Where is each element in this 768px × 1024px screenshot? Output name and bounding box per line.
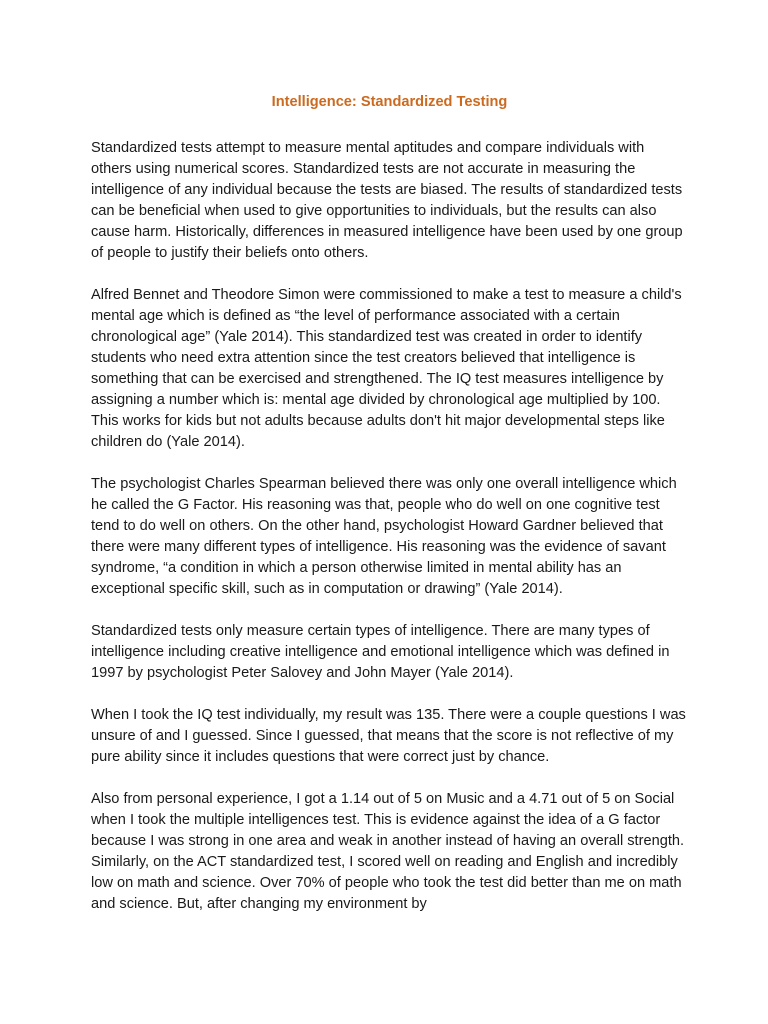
paragraph-intro: Standardized tests attempt to measure mental aptitudes and compare individuals with others using numerical scores. Standardized tests are not accurate in measuring the intelligence of any individual because the tests are biased. The results of standardized tests can be beneficial when used to give opportunities to individuals, but the results can also cause harm. Historically, differences in measured intelligence have been used by one group of people to justify their beliefs onto others. <box>91 140 683 261</box>
paragraph-spearman-gardner: The psychologist Charles Spearman believed there was only one overall intelligence which he called the G Factor. His reasoning was that, people who do well on one cognitive test tend to do well on others. On the other hand, psychologist Howard Gardner believed that there were many different types of intelligence. His reasoning was the evidence of savant syndrome, “a condition in which a person otherwise limited in mental ability has an exceptional specific skill, such as in computation or drawing” (Yale 2014). <box>91 476 677 597</box>
paragraph-multiple-intelligences: Also from personal experience, I got a 1.14 out of 5 on Music and a 4.71 out of 5 on Social when I took the multiple intelligences test. This is evidence against the idea of a G factor because I was strong in one area and weak in another instead of having an overall strength. Similarly, on the ACT standardized test, I scored well on reading and English and incredibly low on math and science. Over 70% of people who took the test did better than me on math and science. But, after changing my environment by <box>91 791 685 912</box>
paragraph-types-of-intelligence: Standardized tests only measure certain types of intelligence. There are many types of intelligence including creative intelligence and emotional intelligence which was defined in 1997 by psychologist Peter Salovey and John Mayer (Yale 2014). <box>91 623 670 681</box>
paragraph-binet-simon: Alfred Bennet and Theodore Simon were commissioned to make a test to measure a child's mental age which is defined as “the level of performance associated with a certain chronological age” (Yale 2014). This standardized test was created in order to identify students who need extra attention since the test creators believed that intelligence is something that can be exercised and strengthened. The IQ test measures intelligence by assigning a number which is: mental age divided by chronological age multiplied by 100. This works for kids but not adults because adults don't hit major developmental steps like children do (Yale 2014). <box>91 287 682 450</box>
document-title: Intelligence: Standardized Testing <box>271 94 508 110</box>
paragraph-iq-test-experience: When I took the IQ test individually, my result was 135. There were a couple questions I was unsure of and I guessed. Since I guessed, that means that the score is not reflective of my pure ability since it includes questions that were correct just by chance. <box>91 707 686 765</box>
